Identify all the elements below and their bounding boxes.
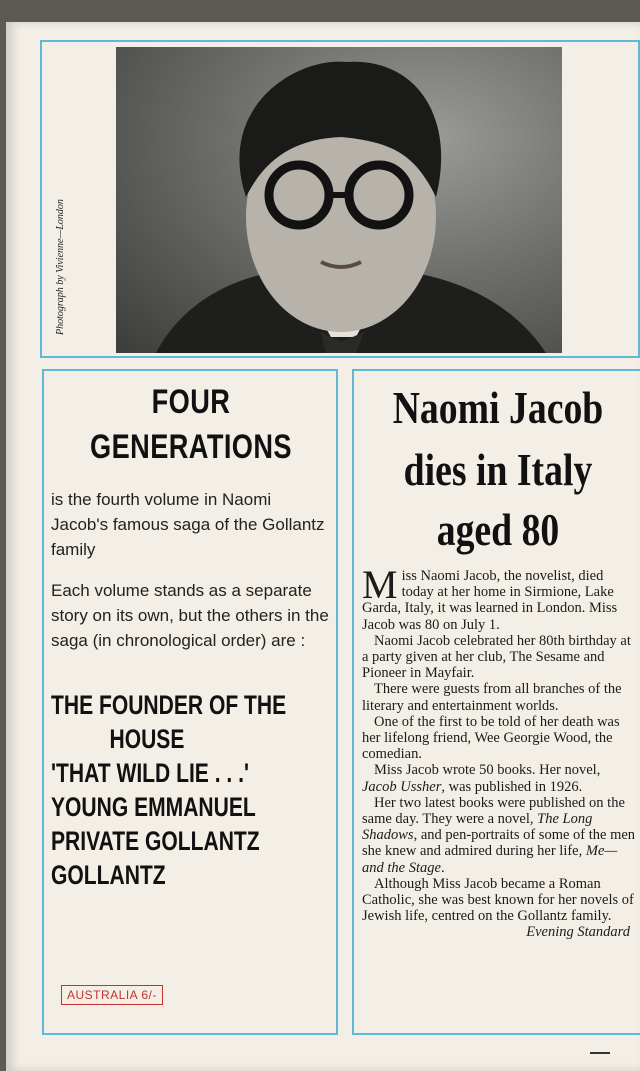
dropcap: M bbox=[362, 562, 398, 607]
news-source: Evening Standard bbox=[526, 924, 630, 941]
news-paragraph: One of the first to be told of her death was her lifelong friend, Wee Georgie Wood, the comedian. bbox=[362, 713, 620, 763]
saga-title: THE FOUNDER OF THE bbox=[51, 690, 287, 720]
book-title-line2: GENERATIONS bbox=[90, 428, 292, 466]
saga-title: 'THAT WILD LIE . . .' bbox=[51, 758, 249, 788]
news-paragraph: Naomi Jacob celebrated her 80th birthday at a party given at her club, The Sesame and Pioneer in Mayfair. bbox=[362, 632, 631, 682]
book-title-line1: FOUR bbox=[151, 383, 231, 421]
photo-credit: Photograph by Vivienne—London bbox=[55, 199, 66, 335]
saga-title: PRIVATE GOLLANTZ bbox=[51, 826, 260, 856]
portrait-illustration bbox=[116, 47, 562, 353]
news-paragraph: Miss Jacob wrote 50 books. Her novel, Jacob Ussher, was published in 1926. bbox=[362, 762, 601, 795]
author-portrait-photo bbox=[116, 47, 562, 353]
saga-title: GOLLANTZ bbox=[51, 860, 166, 890]
news-headline-line3: aged 80 bbox=[436, 504, 560, 555]
saga-title: HOUSE bbox=[109, 724, 185, 754]
news-paragraph: Although Miss Jacob became a Roman Catholic, she was best known for her novels of Jewish life, centred on the Gollantz family. bbox=[362, 875, 634, 925]
saga-title: YOUNG EMMANUEL bbox=[51, 792, 256, 822]
news-paragraph: Miss Naomi Jacob, the novelist, died today at her home in Sirmione, Lake Garda, Italy, it was learned in London. Miss Jacob was 80 on July 1. bbox=[362, 562, 618, 633]
news-headline-line1: Naomi Jacob bbox=[392, 382, 604, 433]
saga-titles-list bbox=[51, 688, 332, 892]
news-headline-line2: dies in Italy bbox=[403, 444, 593, 495]
news-paragraph: There were guests from all branches of the literary and entertainment worlds. bbox=[362, 681, 622, 714]
book-intro: is the fourth volume in Naomi Jacob's famous saga of the Gollantz family bbox=[51, 490, 325, 559]
news-paragraph: Her two latest books were published on the same day. They were a novel, The Long Shadows, and pen-portraits of some of the men she knew and admired during her life, Me—and the Stage. bbox=[362, 794, 636, 876]
saga-description: Each volume stands as a separate story on its own, but the others in the saga (in chronological order) are : bbox=[51, 581, 329, 650]
news-article bbox=[362, 562, 636, 941]
price-badge: AUSTRALIA 6/- bbox=[61, 985, 163, 1005]
divider bbox=[590, 1052, 610, 1054]
